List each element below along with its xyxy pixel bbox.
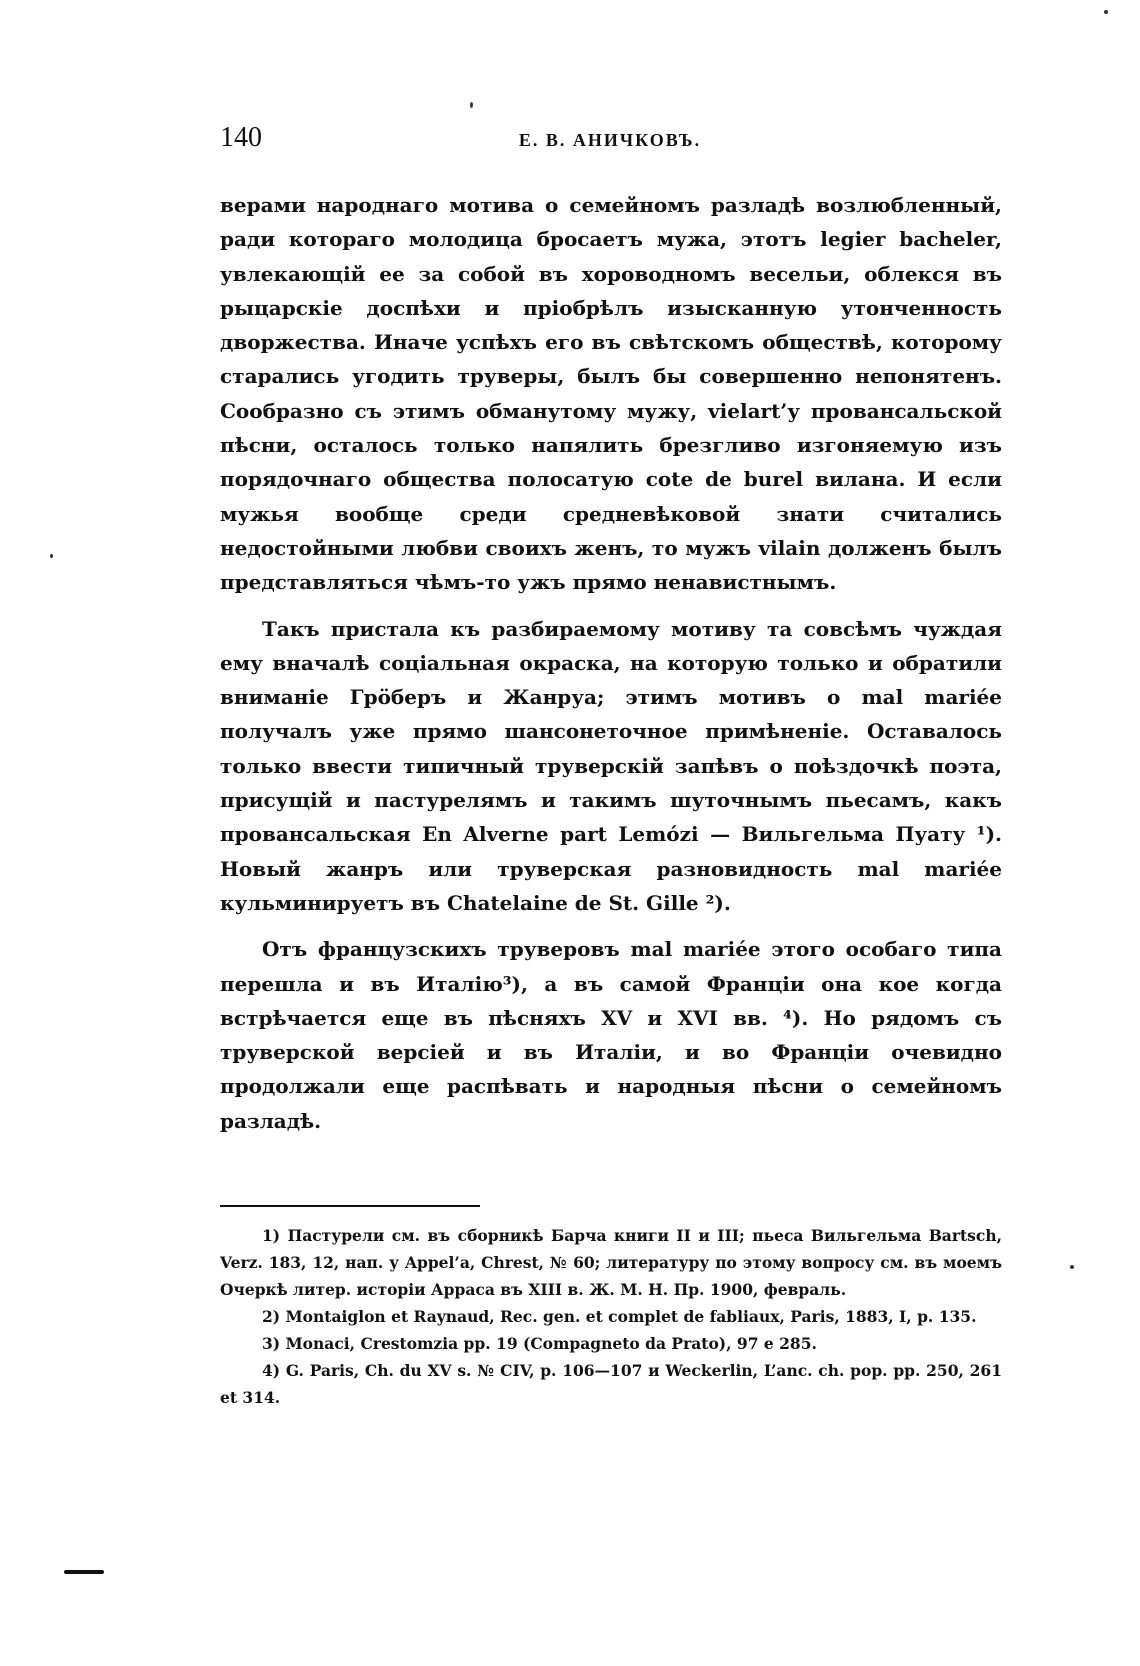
footnotes bbox=[220, 1222, 1002, 1411]
footnote-4: 4) G. Paris, Ch. du XV s. № CIV, p. 106—107 и Weckerlin, L’anc. ch. pop. pp. 250, 261 et 314. bbox=[220, 1361, 1002, 1407]
paragraph-3: Отъ французскихъ труверовъ mal mariée этого особаго типа перешла и въ Италію³), а въ самой Франціи она кое когда встрѣчается еще въ пѣсняхъ XV и XVI вв. ⁴). Но рядомъ съ труверской версіей и въ Италіи, и во Франціи очевидно продолжали еще распѣвать и народныя пѣсни о семейномъ разладѣ. bbox=[220, 937, 1002, 1133]
running-head: Е. В. АНИЧКОВЪ. bbox=[518, 130, 702, 150]
page-header bbox=[220, 122, 1000, 162]
scan-speck bbox=[50, 554, 53, 558]
main-text bbox=[220, 188, 1002, 1150]
footnote-1: 1) Пастурели см. въ сборникѣ Барча книги II и III; пьеса Вильгельма Bartsch, Verz. 183, 12, нап. у Appel’a, Chrest, № 60; литературу по этому вопросу см. въ моемъ Очеркѣ литер. исторіи Арраса въ XIII в. Ж. М. Н. Пр. 1900, февраль. bbox=[220, 1226, 1002, 1299]
scan-speck bbox=[1070, 1265, 1074, 1269]
footnote-3: 3) Monaci, Crestomzia pp. 19 (Compagneto da Prato), 97 e 285. bbox=[262, 1334, 817, 1353]
scan-speck bbox=[470, 102, 473, 108]
scan-speck bbox=[1104, 10, 1108, 14]
footnote-2: 2) Montaiglon et Raynaud, Rec. gen. et complet de fabliaux, Paris, 1883, I, p. 135. bbox=[262, 1307, 977, 1326]
paragraph-2: Такъ пристала къ разбираемому мотиву та совсѣмъ чуждая ему вначалѣ соціальная окраска, на которую только и обратили вниманіе Грöберъ и Жанруа; этимъ мотивъ о mal mariée получалъ уже прямо шансонеточное примѣненіе. Оставалось только ввести типичный труверскій запѣвъ о поѣздочкѣ поэта, присущій и пастурелямъ и такимъ шуточнымъ пьесамъ, какъ провансальская En Alverne part Lemózi — Вильгельма Пуату ¹). Новый жанръ или труверская разновидность mal mariée кульминируетъ въ Chatelaine de St. Gille ²). bbox=[220, 616, 1002, 915]
page-number: 140 bbox=[220, 122, 262, 153]
paragraph-1: верами народнаго мотива о семейномъ разладѣ возлюбленный, ради котораго молодица бросаетъ мужа, этотъ legier bacheler, увлекающій ее за собой въ хороводномъ весельи, облекся въ рыцарскіе доспѣхи и пріобрѣлъ изысканную утонченность дворжества. Иначе успѣхъ его въ свѣтскомъ обществѣ, которому старались угодить труверы, былъ бы совершенно непонятенъ. Сообразно съ этимъ обманутому мужу, vielart’у провансальской пѣсни, осталось только напялить брезгливо изгоняемую изъ порядочнаго общества полосатую cote de burel вилана. И если мужья вообще среди средневѣковой знати считались недостойными любви своихъ женъ, то мужъ vilain долженъ былъ представляться чѣмъ-то ужъ прямо ненавистнымъ. bbox=[220, 193, 1002, 595]
footnote-divider bbox=[220, 1205, 480, 1207]
scan-edge-mark bbox=[64, 1570, 104, 1574]
